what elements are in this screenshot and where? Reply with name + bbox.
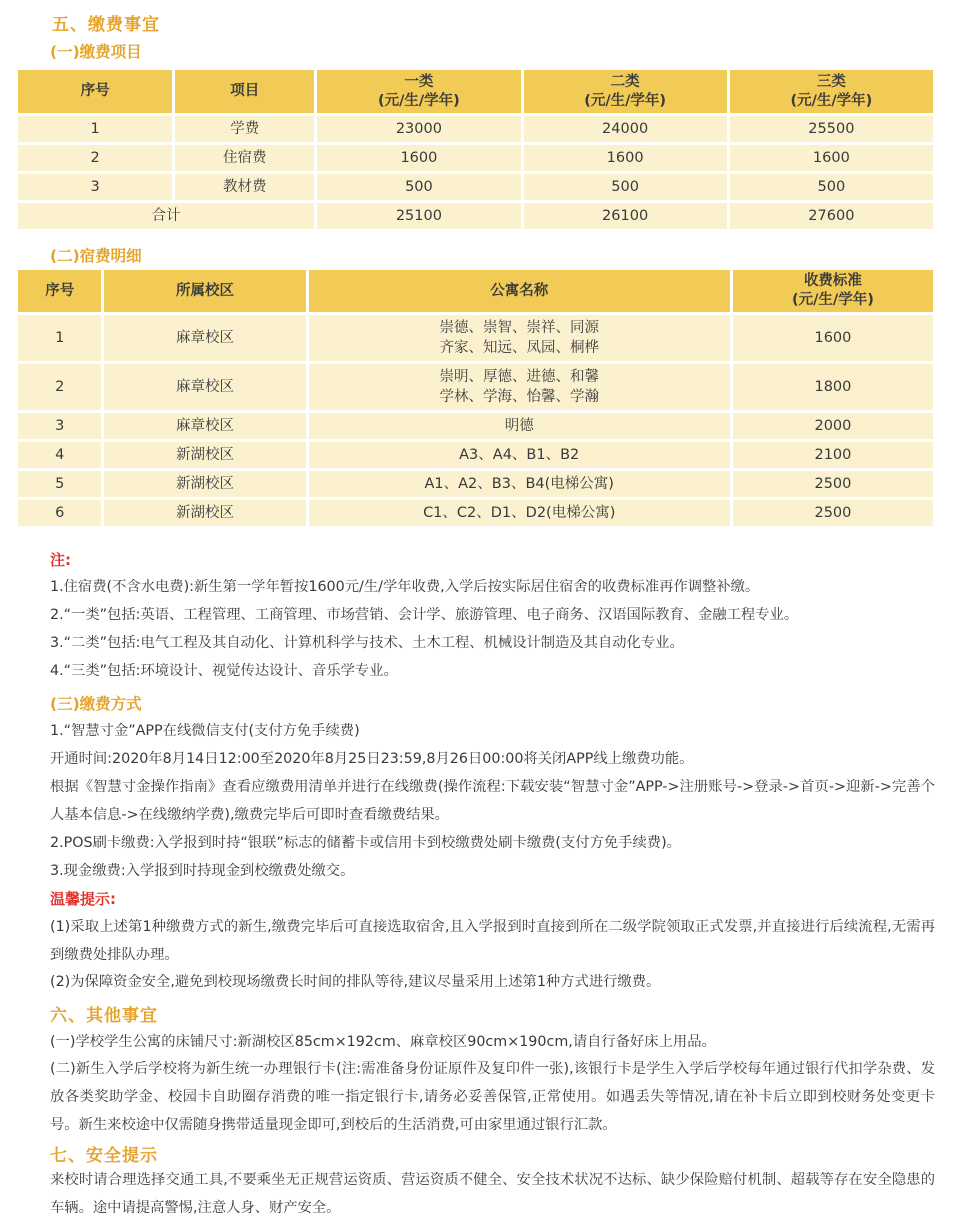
fee-cell-class3: 1600: [730, 145, 933, 171]
fee-header-class3-unit: (元/生/学年): [790, 92, 873, 109]
dorm-cell-fee: 1600: [733, 315, 933, 361]
table-row: [18, 174, 933, 200]
dorm-cell-name: C1、C2、D1、D2(电梯公寓): [309, 500, 730, 526]
fee-cell-class1: 500: [317, 174, 520, 200]
dorm-table-header: [18, 270, 933, 312]
fee-header-class2: [524, 70, 727, 113]
dorm-header-fee-unit: (元/生/学年): [792, 292, 874, 308]
dorm-cell-campus: 麻章校区: [104, 364, 305, 410]
fee-items-subtitle: (一)缴费项目: [50, 43, 142, 61]
fee-cell-class3: 25500: [730, 116, 933, 142]
dorm-header-name: 公寓名称: [309, 270, 730, 312]
fee-total-class1: 25100: [317, 203, 520, 229]
table-row: [18, 413, 933, 439]
tip-1: (1)采取上述第1种缴费方式的新生,缴费完毕后可直接选取宿舍,且入学报到时直接到所在二级学院领取正式发票,并直接进行后续流程,无需再到缴费处排队办理。: [50, 919, 935, 963]
dorm-cell-no: 6: [18, 500, 101, 526]
fee-header-class3: [730, 70, 933, 113]
table-row: [18, 116, 933, 142]
dorm-cell-campus: 麻章校区: [104, 315, 305, 361]
fee-cell-class2: 500: [524, 174, 727, 200]
dorm-name-line: 崇明、厚德、进德、和馨: [439, 369, 599, 385]
dorm-header-no: 序号: [18, 270, 101, 312]
dorm-cell-campus: 麻章校区: [104, 413, 305, 439]
dorm-header-fee-label: 收费标准: [803, 273, 862, 289]
dorm-cell-fee: 2100: [733, 442, 933, 468]
dorm-cell-no: 3: [18, 413, 101, 439]
fee-table-header: [18, 70, 933, 113]
table-row: [18, 315, 933, 361]
fee-table: [15, 67, 936, 232]
fee-total-label: 合计: [18, 203, 314, 229]
fee-cell-class2: 24000: [524, 116, 727, 142]
table-row: [18, 145, 933, 171]
dorm-cell-name: A1、A2、B3、B4(电梯公寓): [309, 471, 730, 497]
dorm-name-line: 学林、学海、怡馨、学瀚: [439, 389, 599, 405]
dorm-cell-campus: 新湖校区: [104, 471, 305, 497]
fee-header-class2-unit: (元/生/学年): [584, 92, 667, 109]
pay-method-1: 1.“智慧寸金”APP在线微信支付(支付方免手续费): [50, 723, 360, 739]
dorm-fee-subtitle: (二)宿费明细: [50, 247, 142, 265]
payment-method-subtitle: (三)缴费方式: [50, 695, 142, 713]
note-1: 1.住宿费(不含水电费):新生第一学年暂按1600元/生/学年收费,入学后按实际居住宿舍的收费标准再作调整补缴。: [50, 579, 760, 595]
dorm-cell-no: 4: [18, 442, 101, 468]
note-label: 注:: [50, 551, 71, 569]
note-3: 3.“二类”包括:电气工程及其自动化、计算机科学与技术、土木工程、机械设计制造及其自动化专业。: [50, 635, 684, 651]
pay-guide: 根据《智慧寸金操作指南》查看应缴费用清单并进行在线缴费(操作流程:下载安装“智慧寸金”APP->注册账号->登录->首页->迎新->完善个人基本信息->在线缴纳学费),缴费完毕后可即时查看缴费结果。: [50, 779, 935, 823]
fee-header-class2-name: 二类: [610, 73, 640, 90]
note-2: 2.“一类”包括:英语、工程管理、工商管理、市场营销、会计学、旅游管理、电子商务、汉语国际教育、金融工程专业。: [50, 607, 799, 623]
section-5-title: 五、缴费事宜: [52, 15, 160, 35]
table-row: [18, 364, 933, 410]
dorm-header-campus: 所属校区: [104, 270, 305, 312]
dorm-table: [15, 267, 936, 529]
dorm-cell-name: [309, 315, 730, 361]
dorm-header-fee: [733, 270, 933, 312]
dorm-cell-fee: 2500: [733, 500, 933, 526]
fee-cell-class1: 1600: [317, 145, 520, 171]
fee-cell-no: 1: [18, 116, 172, 142]
fee-header-class1-unit: (元/生/学年): [377, 92, 460, 109]
note-4: 4.“三类”包括:环境设计、视觉传达设计、音乐学专业。: [50, 663, 398, 679]
fee-header-class3-name: 三类: [816, 73, 846, 90]
section-6-title: 六、其他事宜: [50, 1006, 158, 1026]
dorm-cell-campus: 新湖校区: [104, 442, 305, 468]
fee-cell-class2: 1600: [524, 145, 727, 171]
fee-header-no: 序号: [18, 70, 172, 113]
dorm-cell-campus: 新湖校区: [104, 500, 305, 526]
fee-cell-item: 教材费: [175, 174, 314, 200]
pay-method-2: 2.POS刷卡缴费:入学报到时持“银联”标志的储蓄卡或信用卡到校缴费处刷卡缴费(支付方免手续费)。: [50, 835, 681, 851]
fee-total-row: [18, 203, 933, 229]
other-1: (一)学校学生公寓的床铺尺寸:新湖校区85cm×192cm、麻章校区90cm×190cm,请自行备好床上用品。: [50, 1034, 716, 1050]
dorm-cell-name: A3、A4、B1、B2: [309, 442, 730, 468]
dorm-cell-no: 2: [18, 364, 101, 410]
table-row: [18, 442, 933, 468]
table-row: [18, 500, 933, 526]
dorm-cell-name: 明德: [309, 413, 730, 439]
fee-cell-item: 学费: [175, 116, 314, 142]
fee-total-class2: 26100: [524, 203, 727, 229]
fee-cell-no: 3: [18, 174, 172, 200]
fee-cell-class1: 23000: [317, 116, 520, 142]
tip-label: 温馨提示:: [50, 890, 116, 908]
fee-cell-item: 住宿费: [175, 145, 314, 171]
pay-open-time: 开通时间:2020年8月14日12:00至2020年8月25日23:59,8月26日00:00将关闭APP线上缴费功能。: [50, 751, 694, 767]
pay-method-3: 3.现金缴费:入学报到时持现金到校缴费处缴交。: [50, 863, 355, 879]
dorm-cell-fee: 1800: [733, 364, 933, 410]
fee-header-class1: [317, 70, 520, 113]
section-7-title: 七、安全提示: [50, 1146, 158, 1166]
dorm-name-line: 齐家、知远、凤园、桐桦: [439, 340, 599, 356]
table-row: [18, 471, 933, 497]
fee-total-class3: 27600: [730, 203, 933, 229]
dorm-cell-no: 1: [18, 315, 101, 361]
other-2: (二)新生入学后学校将为新生统一办理银行卡(注:需准备身份证原件及复印件一张),该银行卡是学生入学后学校每年通过银行代扣学杂费、发放各类奖助学金、校园卡自助圈存消费的唯一指定银行卡,请务必妥善保管,正常使用。如遇丢失等情况,请在补卡后立即到校财务处变更卡号。新生来校途中仅需随身携带适量现金即可,到校后的生活消费,可由家里通过银行汇款。: [50, 1061, 935, 1133]
dorm-name-line: 崇德、崇智、崇祥、同源: [439, 320, 599, 336]
fee-cell-class3: 500: [730, 174, 933, 200]
dorm-cell-fee: 2000: [733, 413, 933, 439]
dorm-cell-fee: 2500: [733, 471, 933, 497]
fee-header-item: 项目: [175, 70, 314, 113]
fee-header-class1-name: 一类: [404, 73, 434, 90]
tip-2: (2)为保障资金安全,避免到校现场缴费长时间的排队等待,建议尽量采用上述第1种方式进行缴费。: [50, 974, 661, 990]
dorm-cell-no: 5: [18, 471, 101, 497]
fee-cell-no: 2: [18, 145, 172, 171]
safety-note: 来校时请合理选择交通工具,不要乘坐无正规营运资质、营运资质不健全、安全技术状况不达标、缺少保险赔付机制、超载等存在安全隐患的车辆。途中请提高警惕,注意人身、财产安全。: [50, 1172, 935, 1216]
dorm-cell-name: [309, 364, 730, 410]
